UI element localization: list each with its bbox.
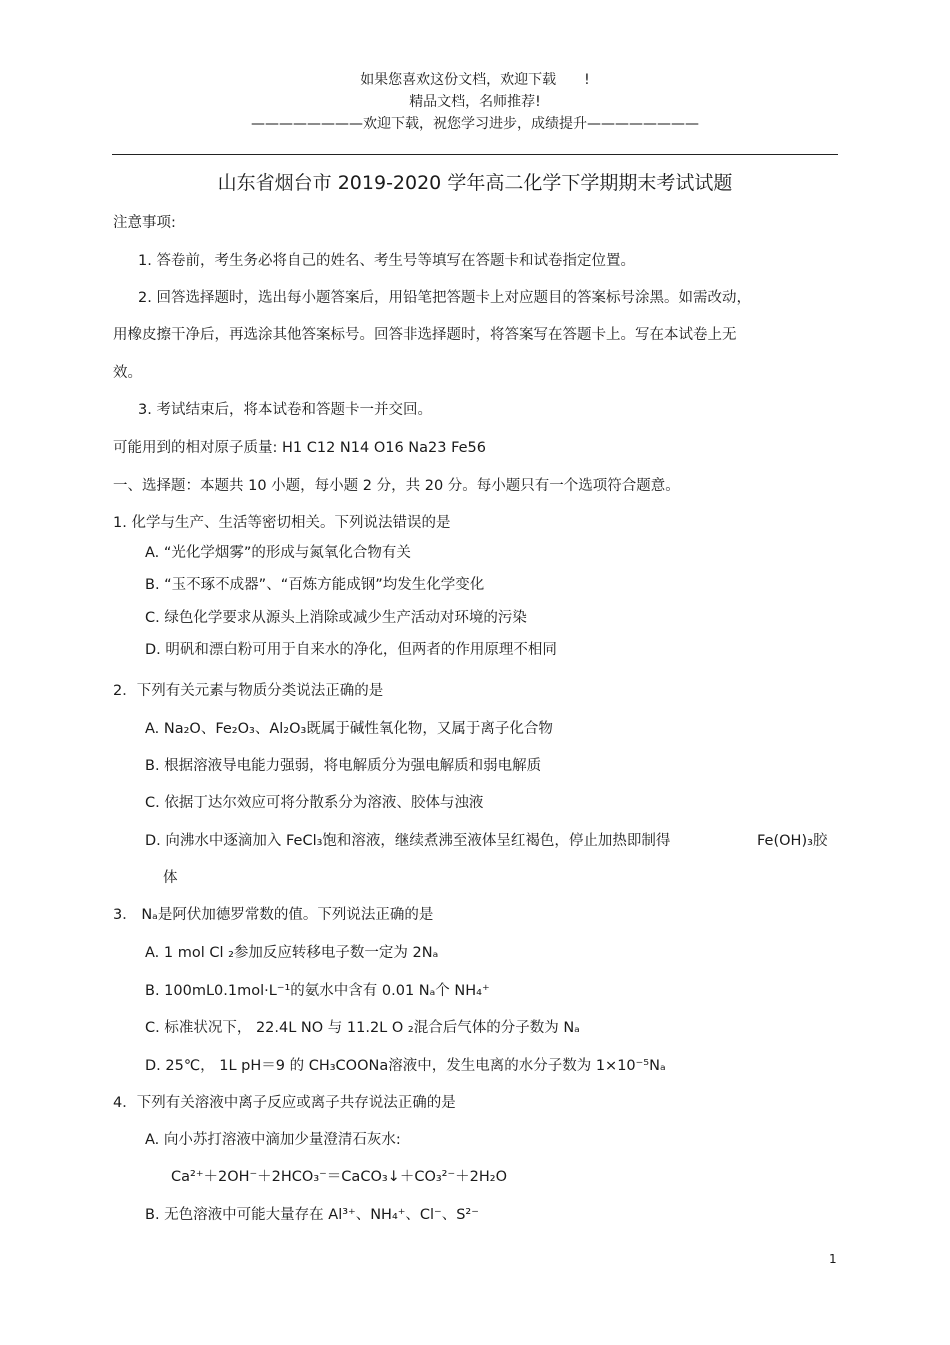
q3-option-a: A. 1 mol Cl ₂参加反应转移电子数一定为 2Nₐ: [145, 945, 439, 961]
header-divider: [112, 154, 838, 155]
q3-option-b: B. 100mL0.1mol·L⁻¹的氨水中含有 0.01 Nₐ个 NH₄⁺: [145, 983, 490, 999]
q3-option-c: C. 标准状况下， 22.4L NO 与 11.2L O ₂混合后气体的分子数为 Nₐ: [145, 1020, 580, 1036]
q4-option-a: A. 向小苏打溶液中滴加少量澄清石灰水:: [145, 1132, 401, 1148]
q1-stem: 1. 化学与生产、生活等密切相关。下列说法错误的是: [113, 515, 451, 531]
note-3: 3. 考试结束后，将本试卷和答题卡一并交回。: [138, 402, 432, 418]
q2-option-a: A. Na₂O、Fe₂O₃、Al₂O₃既属于碱性氧化物，又属于离子化合物: [145, 721, 553, 737]
q4-option-a-equation: Ca²⁺＋2OH⁻＋2HCO₃⁻＝CaCO₃↓＋CO₃²⁻＋2H₂O: [171, 1169, 507, 1185]
q4-option-b: B. 无色溶液中可能大量存在 Al³⁺、NH₄⁺、Cl⁻、S²⁻: [145, 1207, 479, 1223]
q1-option-c: C. 绿色化学要求从源头上消除或减少生产活动对环境的污染: [145, 610, 527, 626]
notes-heading: 注意事项:: [113, 215, 176, 231]
exam-title: 山东省烟台市 2019-2020 学年高二化学下学期期末考试试题: [217, 172, 733, 194]
page-number: 1: [829, 1252, 837, 1266]
q2-stem: 2．下列有关元素与物质分类说法正确的是: [113, 683, 384, 699]
q2-option-d-cont: 体: [163, 870, 178, 886]
promo-line-2: 精品文档，名师推荐!: [409, 94, 541, 110]
promo-line-1: 如果您喜欢这份文档，欢迎下载 !: [360, 72, 590, 88]
promo-line-3: ————————欢迎下载，祝您学习进步，成绩提升————————: [251, 116, 699, 132]
q2-option-b: B. 根据溶液导电能力强弱，将电解质分为强电解质和弱电解质: [145, 758, 542, 774]
q2-option-c: C. 依据丁达尔效应可将分散系分为溶液、胶体与浊液: [145, 795, 484, 811]
q1-option-d: D. 明矾和漂白粉可用于自来水的净化，但两者的作用原理不相同: [145, 642, 557, 658]
section-1-heading: 一、选择题：本题共 10 小题，每小题 2 分，共 20 分。每小题只有一个选项符合题意。: [113, 478, 680, 494]
q1-option-a: A. “光化学烟雾”的形成与氮氧化合物有关: [145, 545, 411, 561]
note-2b: 用橡皮擦干净后，再选涂其他答案标号。回答非选择题时，将答案写在答题卡上。写在本试卷上无: [113, 327, 737, 343]
q2-option-d: D. 向沸水中逐滴加入 FeCl₃饱和溶液，继续煮沸至液体呈红褐色，停止加热即制得: [145, 833, 671, 849]
atomic-mass-line: 可能用到的相对原子质量: H1 C12 N14 O16 Na23 Fe56: [113, 440, 487, 456]
q2-option-d-end: Fe(OH)₃胶: [757, 833, 828, 849]
q3-option-d: D. 25℃， 1L pH＝9 的 CH₃COONa溶液中，发生电离的水分子数为 1×10⁻⁵Nₐ: [145, 1058, 666, 1074]
q4-stem: 4．下列有关溶液中离子反应或离子共存说法正确的是: [113, 1095, 456, 1111]
q1-option-b: B. “玉不琢不成器”、“百炼方能成钢”均发生化学变化: [145, 577, 485, 593]
note-2c: 效。: [113, 365, 142, 381]
note-1: 1. 答卷前，考生务必将自己的姓名、考生号等填写在答题卡和试卷指定位置。: [138, 253, 635, 269]
note-2a: 2. 回答选择题时，选出每小题答案后，用铅笔把答题卡上对应题目的答案标号涂黑。如需改动，: [138, 290, 751, 306]
q3-stem: 3． Nₐ是阿伏加德罗常数的值。下列说法正确的是: [113, 907, 434, 923]
